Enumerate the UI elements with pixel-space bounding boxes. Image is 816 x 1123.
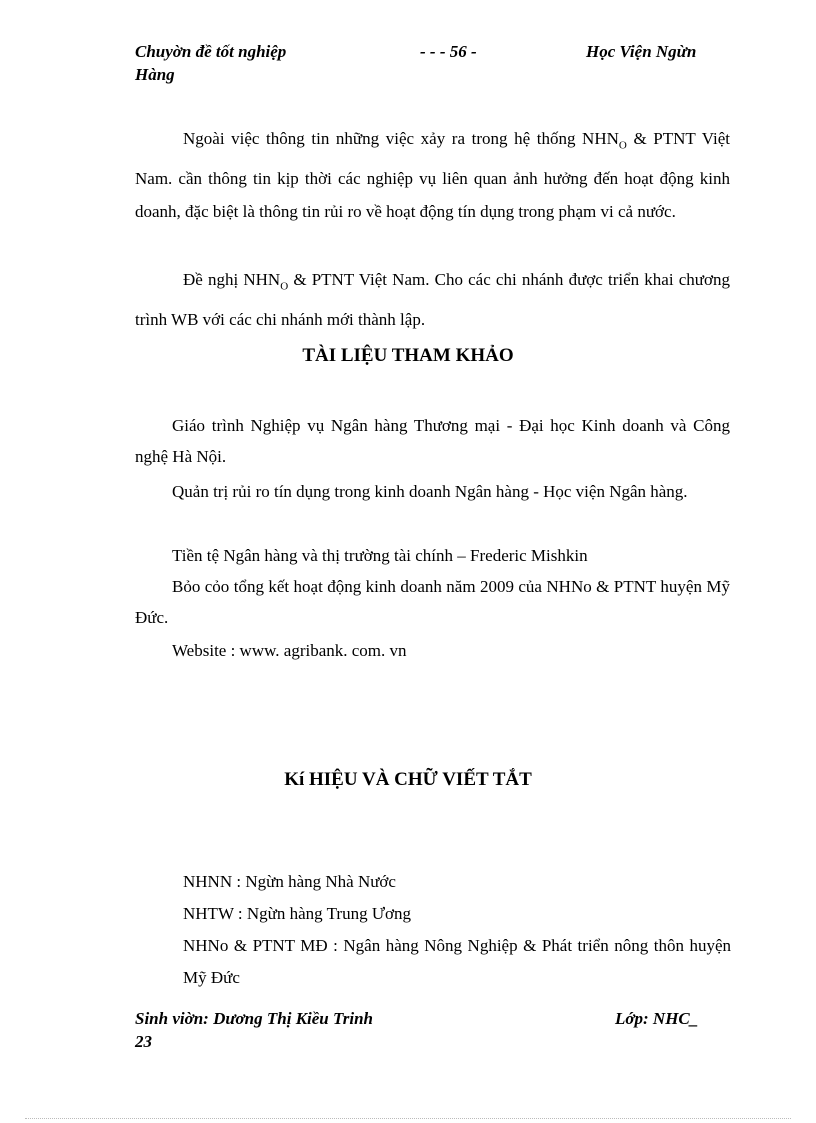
references-heading: TÀI LIỆU THAM KHẢO <box>302 345 514 366</box>
para2-subscript: O <box>280 280 289 293</box>
page-bottom-divider <box>25 1118 791 1119</box>
header-page-number: - - - 56 - <box>420 42 477 61</box>
body-paragraph-2 <box>135 263 730 336</box>
para1-text-a: Ngoài việc thông tin những việc xảy ra trong hệ thống NHN <box>183 129 619 148</box>
header-institution: Học Viện Ngừn <box>586 42 697 61</box>
footer-student-line1: Sinh viờn: Dương Thị Kiều Trinh <box>135 1009 374 1028</box>
body-paragraph-1 <box>135 122 730 228</box>
reference-item: Giáo trình Nghiệp vụ Ngân hàng Thương mại - Đại học Kinh doanh và Công nghệ Hà Nội. <box>135 416 730 466</box>
para1-subscript: O <box>618 139 627 152</box>
footer-student-name <box>135 1007 373 1053</box>
header-title-line2: Hàng <box>135 65 175 84</box>
footer-student-line2: 23 <box>135 1032 152 1051</box>
reference-item: Bỏo cỏo tổng kết hoạt động kinh doanh năm 2009 của NHNo & PTNT huyện Mỹ Đức. <box>135 577 730 627</box>
abbreviation-item: NHTW : Ngừn hàng Trung Ương <box>183 904 412 923</box>
abbreviation-item: NHNN : Ngừn hàng Nhà Nước <box>183 872 396 891</box>
abbreviations-heading: Kí HIỆU VÀ CHỮ VIẾT TẮT <box>284 769 532 790</box>
para2-text-b: & PTNT Việt Nam. Cho các chi nhánh được triển khai chương trình WB với các chi nhánh mới thành lập. <box>135 270 730 330</box>
abbreviation-item: NHNo & PTNT MĐ : Ngân hàng Nông Nghiệp & Phát triển nông thôn huyện Mỹ Đức <box>183 936 731 987</box>
para1-text-b: & PTNT Việt Nam. cần thông tin kịp thời các nghiệp vụ liên quan ảnh hưởng đến hoạt động kinh doanh, đặc biệt là thông tin rủi ro về hoạt động tín dụng trong phạm vi cả nước. <box>135 129 730 222</box>
footer-class: Lớp: NHC_ <box>615 1009 699 1028</box>
reference-item: Tiền tệ Ngân hàng và thị trường tài chính – Frederic Mishkin <box>172 546 588 565</box>
header-title-line1: Chuyờn đề tốt nghiệp <box>135 42 287 61</box>
reference-item: Quản trị rủi ro tín dụng trong kinh doanh Ngân hàng - Học viện Ngân hàng. <box>172 482 688 501</box>
header-document-title <box>135 40 286 86</box>
reference-item: Website : www. agribank. com. vn <box>172 641 407 660</box>
para2-text-a: Đề nghị NHN <box>183 270 281 289</box>
